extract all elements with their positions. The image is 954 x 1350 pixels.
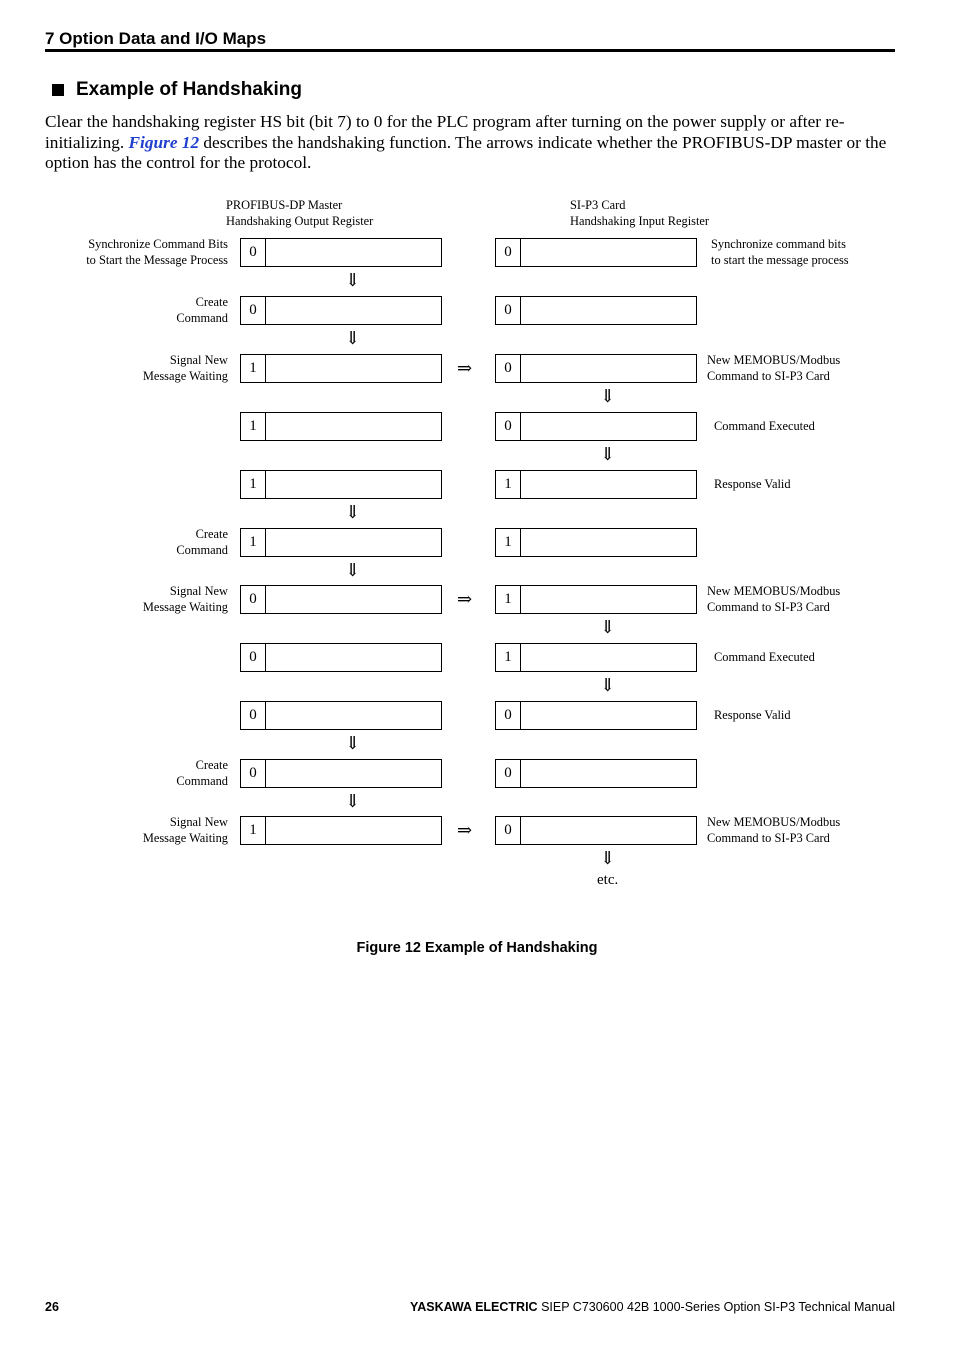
card-step-label-line: New MEMOBUS/Modbus (707, 815, 841, 829)
card-step-label-line: Command Executed (714, 650, 815, 664)
master-step-label-line: Command (176, 311, 228, 325)
master-register-box (240, 412, 442, 441)
section-heading (52, 79, 302, 101)
master-step-label (38, 352, 228, 384)
card-step-label (714, 649, 815, 665)
card-hs-bit: 0 (496, 355, 521, 382)
right-arrow-icon: ⇒ (457, 820, 473, 840)
master-register-box (240, 701, 442, 730)
card-hs-bit: 0 (496, 702, 521, 729)
master-register-box (240, 759, 442, 788)
master-step-label-line: Signal New (169, 584, 228, 598)
card-down-arrow-icon: ⇓ (600, 848, 616, 868)
intro-text-after: describes the handshaking function. The arrows indicate whether the PROFIBUS-DP master or the option has the control for the protocol. (45, 132, 887, 173)
master-step-label-line: Message Waiting (142, 831, 228, 845)
master-step-label-line: Synchronize Command Bits (88, 237, 228, 251)
card-register-box (495, 412, 697, 441)
master-hs-bit: 0 (241, 760, 266, 787)
master-register-box (240, 238, 442, 267)
chapter-header: 7 Option Data and I/O Maps (45, 29, 267, 48)
master-step-label-line: Signal New (169, 353, 228, 367)
master-header-line: Handshaking Output Register (226, 214, 374, 228)
card-register-box (495, 701, 697, 730)
card-hs-bit: 1 (496, 586, 521, 613)
page-number: 26 (45, 1300, 59, 1314)
master-register-box (240, 296, 442, 325)
card-hs-bit: 0 (496, 413, 521, 440)
master-step-label-line: Message Waiting (142, 369, 228, 383)
footer-brand: YASKAWA ELECTRIC (410, 1300, 538, 1314)
master-step-label-line: Message Waiting (142, 600, 228, 614)
card-down-arrow-icon: ⇓ (600, 444, 616, 464)
card-step-label (714, 707, 791, 723)
master-step-label-line: Command (176, 774, 228, 788)
master-hs-bit: 0 (241, 297, 266, 324)
master-step-label-line: Create (195, 758, 228, 772)
card-hs-bit: 0 (496, 297, 521, 324)
square-bullet-icon (52, 84, 64, 96)
section-title: Example of Handshaking (76, 79, 302, 100)
card-register-header (570, 197, 709, 229)
master-down-arrow-icon: ⇓ (345, 328, 361, 348)
card-step-label-line: Synchronize command bits (711, 237, 846, 251)
master-hs-bit: 1 (241, 355, 266, 382)
card-step-label-line: New MEMOBUS/Modbus (707, 584, 841, 598)
master-register-box (240, 816, 442, 845)
master-step-label-line: Command (176, 543, 228, 557)
master-down-arrow-icon: ⇓ (345, 502, 361, 522)
card-register-box (495, 296, 697, 325)
master-header-line: PROFIBUS-DP Master (226, 198, 343, 212)
card-step-label (714, 476, 791, 492)
master-step-label (38, 236, 228, 268)
master-hs-bit: 1 (241, 817, 266, 844)
master-register-box (240, 354, 442, 383)
card-hs-bit: 1 (496, 644, 521, 671)
card-step-label (707, 814, 840, 846)
card-step-label-line: Command to SI-P3 Card (707, 831, 830, 845)
card-register-box (495, 759, 697, 788)
master-step-label-line: Create (195, 527, 228, 541)
figure-caption: Figure 12 Example of Handshaking (356, 940, 598, 956)
card-header-line: SI-P3 Card (570, 198, 626, 212)
master-register-box (240, 643, 442, 672)
master-step-label-line: Create (195, 295, 228, 309)
master-step-label-line: Signal New (169, 815, 228, 829)
master-hs-bit: 0 (241, 586, 266, 613)
right-arrow-icon: ⇒ (457, 358, 473, 378)
master-hs-bit: 1 (241, 471, 266, 498)
master-hs-bit: 0 (241, 702, 266, 729)
intro-text-before: Clear the handshaking register HS bit (bit 7) to 0 for the PLC program after turning on the power supply or after re-initializing. (45, 112, 845, 152)
intro-paragraph (45, 112, 895, 174)
master-step-label (38, 814, 228, 846)
master-register-header (226, 197, 373, 229)
card-hs-bit: 1 (496, 529, 521, 556)
master-register-box (240, 585, 442, 614)
card-register-box (495, 528, 697, 557)
master-hs-bit: 1 (241, 413, 266, 440)
card-step-label-line: Response Valid (714, 708, 791, 722)
master-step-label-line: to Start the Message Process (86, 253, 228, 267)
master-hs-bit: 1 (241, 529, 266, 556)
master-step-label (38, 526, 228, 558)
master-hs-bit: 0 (241, 239, 266, 266)
right-arrow-icon: ⇒ (457, 589, 473, 609)
etc-label: etc. (597, 872, 619, 888)
card-step-label-line: Command to SI-P3 Card (707, 369, 830, 383)
card-step-label (711, 236, 849, 268)
card-step-label-line: to start the message process (711, 253, 849, 267)
card-step-label-line: Command Executed (714, 419, 815, 433)
card-hs-bit: 0 (496, 760, 521, 787)
master-down-arrow-icon: ⇓ (345, 270, 361, 290)
card-step-label (707, 583, 840, 615)
card-down-arrow-icon: ⇓ (600, 386, 616, 406)
card-step-label-line: New MEMOBUS/Modbus (707, 353, 841, 367)
master-register-box (240, 470, 442, 499)
card-down-arrow-icon: ⇓ (600, 675, 616, 695)
card-step-label (714, 418, 815, 434)
card-register-box (495, 643, 697, 672)
master-step-label (38, 583, 228, 615)
master-hs-bit: 0 (241, 644, 266, 671)
card-step-label (707, 352, 840, 384)
footer-reference (410, 1300, 895, 1314)
master-register-box (240, 528, 442, 557)
card-register-box (495, 238, 697, 267)
master-down-arrow-icon: ⇓ (345, 733, 361, 753)
card-header-line: Handshaking Input Register (570, 214, 710, 228)
header-rule (45, 49, 895, 52)
card-register-box (495, 585, 697, 614)
figure-12-link[interactable]: Figure 12 (128, 132, 200, 152)
card-hs-bit: 0 (496, 817, 521, 844)
card-register-box (495, 816, 697, 845)
card-step-label-line: Response Valid (714, 477, 791, 491)
card-down-arrow-icon: ⇓ (600, 617, 616, 637)
card-hs-bit: 1 (496, 471, 521, 498)
card-register-box (495, 354, 697, 383)
card-register-box (495, 470, 697, 499)
master-step-label (38, 294, 228, 326)
master-down-arrow-icon: ⇓ (345, 560, 361, 580)
card-hs-bit: 0 (496, 239, 521, 266)
master-step-label (38, 757, 228, 789)
card-step-label-line: Command to SI-P3 Card (707, 600, 830, 614)
footer-doc: SIEP C730600 42B 1000-Series Option SI-P3 Technical Manual (537, 1300, 895, 1314)
master-down-arrow-icon: ⇓ (345, 791, 361, 811)
